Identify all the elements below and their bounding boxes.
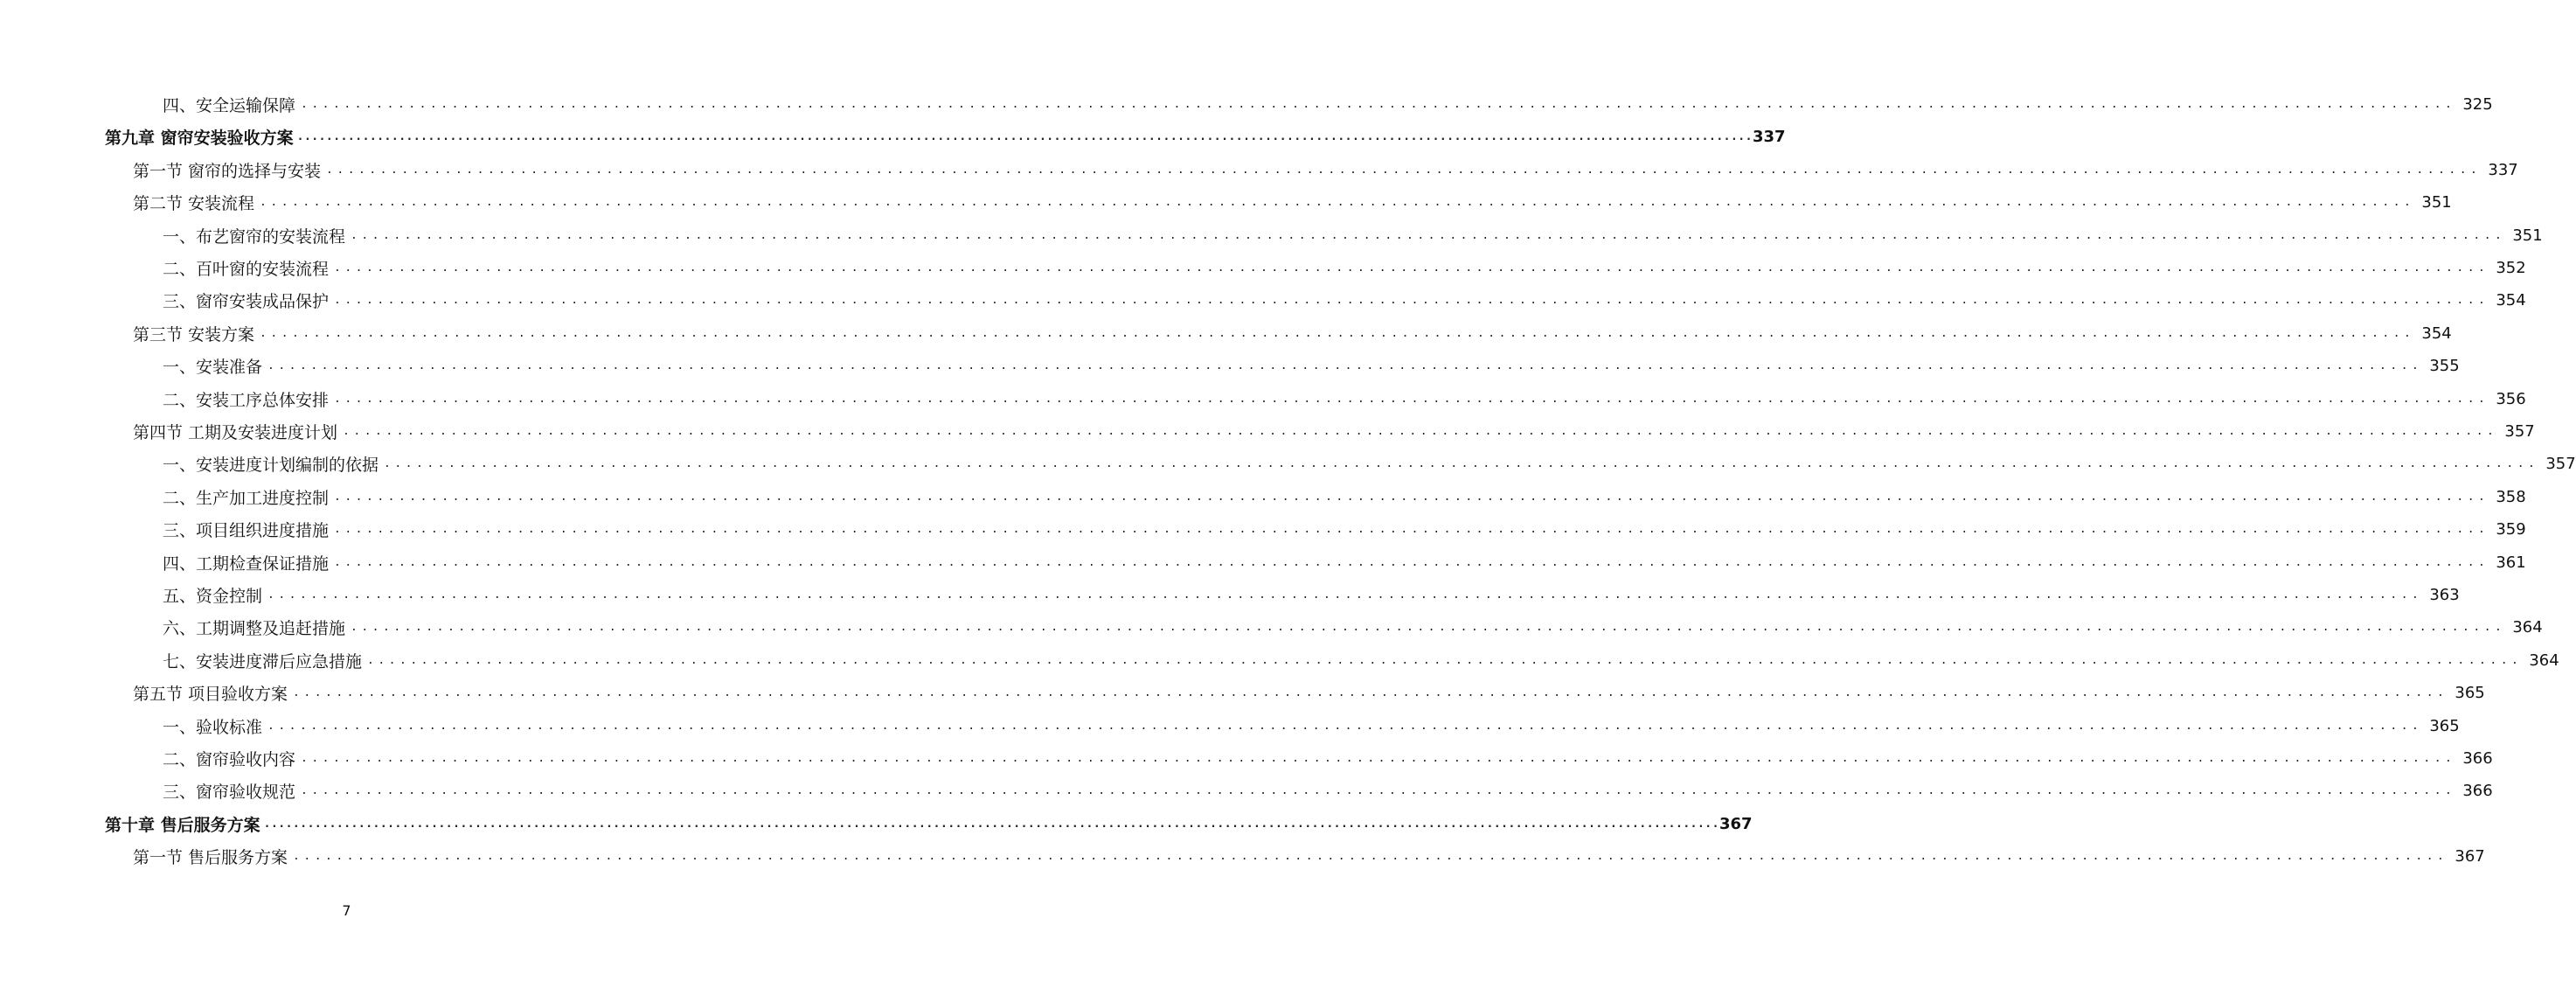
toc-entry-title: 三、窗帘验收规范 xyxy=(163,783,296,803)
toc-entry-title: 第五节 项目验收方案 xyxy=(133,685,288,705)
toc-dot-leader: ........................................................................................................................................................................................................ xyxy=(384,457,2539,471)
toc-chapter-entry[interactable] xyxy=(105,808,1753,840)
toc-subsection-entry[interactable] xyxy=(163,579,2460,611)
toc-entry-title: 三、窗帘安装成品保护 xyxy=(163,292,330,312)
toc-entry-page: 337 xyxy=(2488,160,2518,179)
toc-entry-page: 357 xyxy=(2504,422,2535,441)
toc-subsection-entry[interactable] xyxy=(163,448,2576,480)
toc-entry-title: 第十章 售后服务方案 xyxy=(105,815,260,835)
toc-entry-page: 364 xyxy=(2529,651,2559,670)
toc-entry-title: 二、百叶窗的安装流程 xyxy=(163,260,330,279)
toc-chapter-entry[interactable] xyxy=(105,121,1786,153)
toc-subsection-entry[interactable] xyxy=(163,284,2526,317)
toc-dot-leader: ........................................................................................................................................................................................................ xyxy=(334,490,2489,504)
toc-entry-title: 第三节 安装方案 xyxy=(133,324,255,344)
toc-subsection-entry[interactable] xyxy=(163,644,2559,677)
toc-entry-title: 一、布艺窗帘的安装流程 xyxy=(163,226,346,247)
toc-dot-leader: ........................................................................................................................................................................................................ xyxy=(267,588,2423,602)
toc-dot-leader: ........................................................................................................................................................................................................ xyxy=(334,523,2489,537)
toc-entry-page: 352 xyxy=(2496,259,2526,277)
toc-entry-page: 364 xyxy=(2512,618,2543,637)
toc-entry-title: 四、工期检查保证措施 xyxy=(163,553,330,574)
toc-entry-page: 337 xyxy=(1752,128,1786,147)
toc-dot-leader: ........................................................................................................................................................................................................ xyxy=(334,555,2489,569)
toc-dot-leader: ........................................................................................................................................................................................................ xyxy=(367,653,2523,667)
toc-dot-leader: ........................................................................................................................................................................................................ xyxy=(351,228,2506,242)
toc-entry-title: 第二节 安装流程 xyxy=(133,194,255,214)
toc-entry-title: 六、工期调整及追赶措施 xyxy=(163,619,346,639)
toc-entry-page: 357 xyxy=(2545,455,2576,474)
toc-entry-title: 一、安装准备 xyxy=(163,358,263,378)
toc-dot-leader: ........................................................................................................................................................................................................ xyxy=(263,817,1719,831)
toc-section-entry[interactable] xyxy=(133,317,2452,350)
toc-entry-page: 359 xyxy=(2496,520,2526,539)
toc-section-entry[interactable] xyxy=(133,677,2485,709)
toc-subsection-entry[interactable] xyxy=(163,252,2526,284)
toc-entry-page: 363 xyxy=(2429,586,2460,604)
toc-subsection-entry[interactable] xyxy=(163,742,2493,775)
toc-entry-title: 第一节 售后服务方案 xyxy=(133,848,288,868)
toc-subsection-entry[interactable] xyxy=(163,383,2526,415)
toc-section-entry[interactable] xyxy=(133,186,2452,219)
toc-entry-title: 二、窗帘验收内容 xyxy=(163,750,296,769)
toc-entry-page: 356 xyxy=(2496,389,2526,408)
toc-entry-page: 351 xyxy=(2512,226,2543,245)
toc-entry-page: 358 xyxy=(2496,487,2526,506)
toc-entry-page: 365 xyxy=(2429,716,2460,735)
toc-entry-page: 366 xyxy=(2462,782,2493,801)
toc-entry-page: 367 xyxy=(1718,814,1753,833)
toc-dot-leader: ........................................................................................................................................................................................................ xyxy=(351,621,2506,635)
toc-entry-page: 354 xyxy=(2421,324,2452,343)
toc-dot-leader: ........................................................................................................................................................................................................ xyxy=(301,98,2456,111)
toc-subsection-entry[interactable] xyxy=(163,611,2543,644)
toc-dot-leader: ........................................................................................................................................................................................................ xyxy=(260,196,2415,210)
toc-subsection-entry[interactable] xyxy=(163,546,2526,579)
toc-entry-page: 361 xyxy=(2496,553,2526,572)
toc-subsection-entry[interactable] xyxy=(163,481,2526,513)
toc-dot-leader: ........................................................................................................................................................................................................ xyxy=(326,163,2482,177)
toc-section-entry[interactable] xyxy=(133,415,2535,448)
toc-dot-leader: ........................................................................................................................................................................................................ xyxy=(293,850,2448,864)
toc-entry-title: 一、安装进度计划编制的依据 xyxy=(163,456,379,476)
toc-entry-title: 四、安全运输保障 xyxy=(163,96,296,115)
toc-subsection-entry[interactable] xyxy=(163,88,2493,121)
toc-entry-title: 第九章 窗帘安装验收方案 xyxy=(105,129,294,149)
toc-dot-leader: ........................................................................................................................................................................................................ xyxy=(296,130,1753,144)
toc-entry-title: 一、验收标准 xyxy=(163,717,263,737)
toc-dot-leader: ........................................................................................................................................................................................................ xyxy=(267,359,2423,373)
toc-dot-leader: ........................................................................................................................................................................................................ xyxy=(334,261,2489,275)
toc-subsection-entry[interactable] xyxy=(163,710,2460,742)
toc-dot-leader: ........................................................................................................................................................................................................ xyxy=(301,784,2456,798)
toc-section-entry[interactable] xyxy=(133,154,2518,186)
toc-entry-title: 第一节 窗帘的选择与安装 xyxy=(133,161,322,181)
toc-subsection-entry[interactable] xyxy=(163,350,2460,382)
toc-subsection-entry[interactable] xyxy=(163,219,2543,252)
toc-entry-title: 五、资金控制 xyxy=(163,587,263,606)
toc-dot-leader: ........................................................................................................................................................................................................ xyxy=(301,752,2456,765)
toc-entry-page: 351 xyxy=(2421,193,2452,212)
toc-entry-page: 366 xyxy=(2462,749,2493,768)
toc-dot-leader: ........................................................................................................................................................................................................ xyxy=(334,294,2489,308)
toc-entry-title: 七、安装进度滞后应急措施 xyxy=(163,651,363,671)
toc-subsection-entry[interactable] xyxy=(163,775,2493,807)
toc-dot-leader: ........................................................................................................................................................................................................ xyxy=(334,392,2489,406)
toc-entry-page: 365 xyxy=(2454,684,2485,703)
toc-subsection-entry[interactable] xyxy=(163,513,2526,546)
toc-entry-title: 三、项目组织进度措施 xyxy=(163,521,330,541)
page-number: 7 xyxy=(342,902,351,919)
toc-entry-title: 二、生产加工进度控制 xyxy=(163,488,330,508)
toc-entry-title: 第四节 工期及安装进度计划 xyxy=(133,423,338,442)
toc-dot-leader: ........................................................................................................................................................................................................ xyxy=(267,719,2423,733)
toc-entry-title: 二、安装工序总体安排 xyxy=(163,390,330,410)
toc-entry-page: 325 xyxy=(2462,95,2493,114)
toc-section-entry[interactable] xyxy=(133,840,2485,873)
toc-entry-page: 354 xyxy=(2496,291,2526,310)
toc-dot-leader: ........................................................................................................................................................................................................ xyxy=(260,326,2415,340)
toc-dot-leader: ........................................................................................................................................................................................................ xyxy=(293,686,2448,700)
toc-entry-page: 355 xyxy=(2429,357,2460,376)
toc-entry-page: 367 xyxy=(2454,847,2485,866)
toc-dot-leader: ........................................................................................................................................................................................................ xyxy=(343,425,2498,438)
